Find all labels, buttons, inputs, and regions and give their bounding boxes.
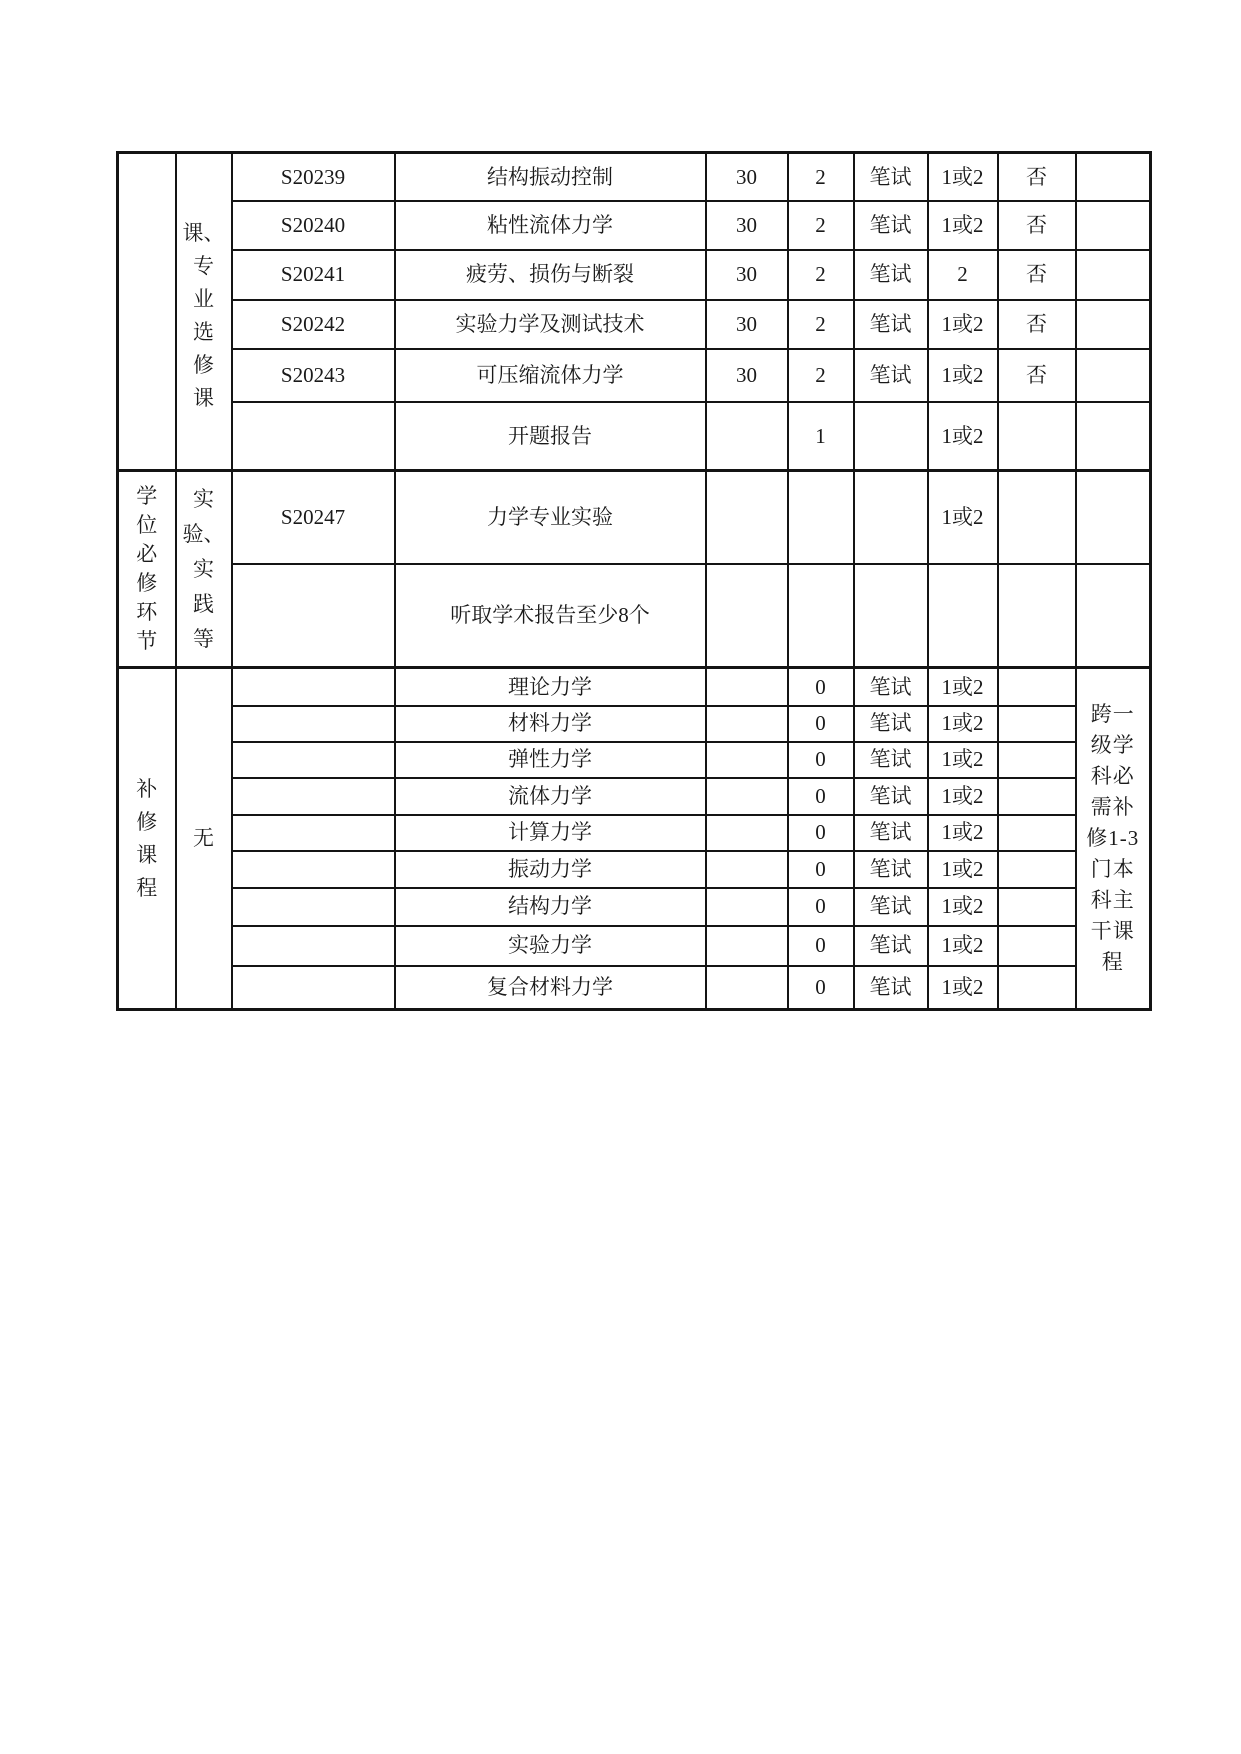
- table-row: [118, 250, 1151, 300]
- vertical-text-line: 选: [193, 320, 214, 344]
- course-credits-cell: 0: [788, 742, 854, 778]
- exam-type-cell: 笔试: [854, 349, 928, 402]
- remark-line: 需补: [1090, 795, 1135, 819]
- course-code-cell: [232, 966, 395, 1010]
- semester-cell: 1或2: [928, 668, 998, 706]
- course-code-cell: S20243: [232, 349, 395, 402]
- exam-type-cell: 笔试: [854, 300, 928, 349]
- note-cell: [1076, 402, 1151, 471]
- vertical-text-line: 修: [193, 353, 214, 377]
- note-cell: [1076, 471, 1151, 564]
- course-hours-cell: 30: [706, 201, 788, 250]
- remark-line: 科必: [1090, 764, 1135, 788]
- semester-cell: 1或2: [928, 851, 998, 888]
- semester-cell: 1或2: [928, 888, 998, 926]
- course-hours-cell: [706, 471, 788, 564]
- course-code-cell: S20242: [232, 300, 395, 349]
- course-credits-cell: 0: [788, 851, 854, 888]
- course-name-cell: 复合材料力学: [395, 966, 706, 1010]
- table-row: [118, 402, 1151, 471]
- semester-cell: [928, 564, 998, 668]
- vertical-text-line: 课、: [182, 221, 225, 245]
- semester-cell: 1或2: [928, 201, 998, 250]
- course-name-cell: 材料力学: [395, 706, 706, 742]
- degree-course-cell: [998, 706, 1076, 742]
- degree-course-cell: [998, 888, 1076, 926]
- remark-line: 科主: [1090, 888, 1135, 912]
- vertical-text-line: 业: [193, 287, 214, 311]
- semester-cell: 1或2: [928, 966, 998, 1010]
- course-name-cell: 结构振动控制: [395, 153, 706, 201]
- curriculum-table: [116, 151, 1152, 1011]
- degree-course-cell: 否: [998, 153, 1076, 201]
- category-cell: [118, 471, 176, 668]
- category-cell: [118, 668, 176, 1010]
- note-cell: [1076, 250, 1151, 300]
- vertical-text-line: 必: [136, 542, 158, 566]
- vertical-text-line: 课: [136, 842, 158, 867]
- remark-line: 级学: [1090, 733, 1135, 757]
- table-row: [118, 706, 1151, 742]
- exam-type-cell: 笔试: [854, 201, 928, 250]
- course-credits-cell: 0: [788, 706, 854, 742]
- vertical-text-line: 等: [193, 626, 214, 651]
- exam-type-cell: 笔试: [854, 778, 928, 815]
- semester-cell: 1或2: [928, 778, 998, 815]
- subcategory-cell: [176, 471, 232, 668]
- course-credits-cell: 0: [788, 966, 854, 1010]
- course-hours-cell: [706, 888, 788, 926]
- semester-cell: 1或2: [928, 706, 998, 742]
- semester-cell: 1或2: [928, 815, 998, 851]
- degree-course-cell: [998, 815, 1076, 851]
- table-row: [118, 815, 1151, 851]
- exam-type-cell: 笔试: [854, 926, 928, 966]
- vertical-text-line: 修: [136, 809, 158, 834]
- course-hours-cell: [706, 966, 788, 1010]
- table-row: [118, 778, 1151, 815]
- note-cell: [1076, 300, 1151, 349]
- degree-course-cell: [998, 851, 1076, 888]
- degree-course-cell: [998, 742, 1076, 778]
- course-credits-cell: 0: [788, 888, 854, 926]
- course-name-cell: 听取学术报告至少8个: [395, 564, 706, 668]
- semester-cell: 1或2: [928, 402, 998, 471]
- course-code-cell: [232, 402, 395, 471]
- vertical-text-line: 环: [136, 600, 158, 624]
- course-name-cell: 开题报告: [395, 402, 706, 471]
- note-cell: [1076, 201, 1151, 250]
- table-row: [118, 966, 1151, 1010]
- exam-type-cell: 笔试: [854, 668, 928, 706]
- course-hours-cell: [706, 815, 788, 851]
- course-credits-cell: 0: [788, 778, 854, 815]
- semester-cell: 1或2: [928, 926, 998, 966]
- degree-course-cell: [998, 668, 1076, 706]
- exam-type-cell: 笔试: [854, 153, 928, 201]
- degree-course-cell: [998, 966, 1076, 1010]
- remark-line: 跨一: [1090, 702, 1135, 726]
- course-credits-cell: 2: [788, 349, 854, 402]
- table-row: [118, 742, 1151, 778]
- degree-course-cell: [998, 778, 1076, 815]
- vertical-text-line: 践: [193, 591, 214, 616]
- course-code-cell: [232, 926, 395, 966]
- remark-cell: [1076, 668, 1151, 1010]
- table-row: [118, 564, 1151, 668]
- course-credits-cell: 1: [788, 402, 854, 471]
- exam-type-cell: 笔试: [854, 966, 928, 1010]
- exam-type-cell: 笔试: [854, 742, 928, 778]
- course-credits-cell: 0: [788, 668, 854, 706]
- course-name-cell: 实验力学: [395, 926, 706, 966]
- course-code-cell: [232, 706, 395, 742]
- note-cell: [1076, 349, 1151, 402]
- course-name-cell: 流体力学: [395, 778, 706, 815]
- table-row: [118, 888, 1151, 926]
- course-credits-cell: [788, 471, 854, 564]
- course-name-cell: 实验力学及测试技术: [395, 300, 706, 349]
- subcategory-cell: [176, 153, 232, 471]
- course-name-cell: 计算力学: [395, 815, 706, 851]
- course-code-cell: [232, 815, 395, 851]
- course-credits-cell: 0: [788, 815, 854, 851]
- degree-course-cell: [998, 471, 1076, 564]
- exam-type-cell: [854, 471, 928, 564]
- subcategory-cell: [176, 668, 232, 1010]
- course-code-cell: [232, 888, 395, 926]
- table-row: [118, 471, 1151, 564]
- course-hours-cell: [706, 742, 788, 778]
- exam-type-cell: 笔试: [854, 706, 928, 742]
- remark-line: 干课: [1090, 919, 1135, 943]
- course-hours-cell: 30: [706, 153, 788, 201]
- course-hours-cell: [706, 564, 788, 668]
- course-hours-cell: [706, 851, 788, 888]
- course-credits-cell: [788, 564, 854, 668]
- course-code-cell: S20247: [232, 471, 395, 564]
- vertical-text-line: 验、: [182, 521, 225, 546]
- exam-type-cell: 笔试: [854, 888, 928, 926]
- course-code-cell: [232, 742, 395, 778]
- course-hours-cell: 30: [706, 300, 788, 349]
- course-code-cell: S20239: [232, 153, 395, 201]
- course-code-cell: [232, 778, 395, 815]
- course-code-cell: [232, 668, 395, 706]
- vertical-text-line: 程: [136, 875, 158, 900]
- note-cell: [1076, 564, 1151, 668]
- course-hours-cell: [706, 402, 788, 471]
- degree-course-cell: [998, 402, 1076, 471]
- course-name-cell: 疲劳、损伤与断裂: [395, 250, 706, 300]
- remark-line: 修1-3: [1086, 826, 1140, 850]
- course-name-cell: 弹性力学: [395, 742, 706, 778]
- course-code-cell: [232, 564, 395, 668]
- table-row: [118, 851, 1151, 888]
- degree-course-cell: 否: [998, 201, 1076, 250]
- remark-line: 门本: [1090, 857, 1135, 881]
- vertical-text-line: 节: [136, 629, 158, 653]
- course-name-cell: 力学专业实验: [395, 471, 706, 564]
- course-credits-cell: 2: [788, 153, 854, 201]
- category-cell: [118, 153, 176, 471]
- course-hours-cell: [706, 668, 788, 706]
- course-credits-cell: 2: [788, 250, 854, 300]
- course-name-cell: 振动力学: [395, 851, 706, 888]
- exam-type-cell: [854, 402, 928, 471]
- table-row: [118, 668, 1151, 706]
- table-row: [118, 300, 1151, 349]
- table-row: [118, 153, 1151, 201]
- course-credits-cell: 0: [788, 926, 854, 966]
- semester-cell: 1或2: [928, 300, 998, 349]
- course-hours-cell: [706, 778, 788, 815]
- course-hours-cell: 30: [706, 349, 788, 402]
- vertical-text-line: 无: [193, 826, 214, 850]
- exam-type-cell: 笔试: [854, 250, 928, 300]
- semester-cell: 1或2: [928, 153, 998, 201]
- vertical-text-line: 学: [136, 484, 158, 508]
- course-code-cell: S20240: [232, 201, 395, 250]
- exam-type-cell: [854, 564, 928, 668]
- degree-course-cell: 否: [998, 300, 1076, 349]
- course-name-cell: 粘性流体力学: [395, 201, 706, 250]
- course-credits-cell: 2: [788, 300, 854, 349]
- vertical-text-line: 位: [136, 513, 158, 537]
- vertical-text-line: 课: [193, 386, 214, 410]
- semester-cell: 1或2: [928, 471, 998, 564]
- course-code-cell: [232, 851, 395, 888]
- semester-cell: 2: [928, 250, 998, 300]
- degree-course-cell: 否: [998, 250, 1076, 300]
- vertical-text-line: 修: [136, 571, 158, 595]
- note-cell: [1076, 153, 1151, 201]
- degree-course-cell: 否: [998, 349, 1076, 402]
- course-hours-cell: [706, 706, 788, 742]
- vertical-text-line: 补: [136, 776, 158, 801]
- exam-type-cell: 笔试: [854, 851, 928, 888]
- course-name-cell: 理论力学: [395, 668, 706, 706]
- vertical-text-line: 专: [193, 254, 214, 278]
- course-code-cell: S20241: [232, 250, 395, 300]
- degree-course-cell: [998, 564, 1076, 668]
- semester-cell: 1或2: [928, 349, 998, 402]
- semester-cell: 1或2: [928, 742, 998, 778]
- table-row: [118, 926, 1151, 966]
- table-row: [118, 349, 1151, 402]
- course-name-cell: 结构力学: [395, 888, 706, 926]
- table-row: [118, 201, 1151, 250]
- degree-course-cell: [998, 926, 1076, 966]
- exam-type-cell: 笔试: [854, 815, 928, 851]
- vertical-text-line: 实: [193, 556, 214, 581]
- course-name-cell: 可压缩流体力学: [395, 349, 706, 402]
- course-credits-cell: 2: [788, 201, 854, 250]
- remark-line: 程: [1101, 950, 1124, 974]
- course-hours-cell: [706, 926, 788, 966]
- course-hours-cell: 30: [706, 250, 788, 300]
- vertical-text-line: 实: [193, 486, 214, 511]
